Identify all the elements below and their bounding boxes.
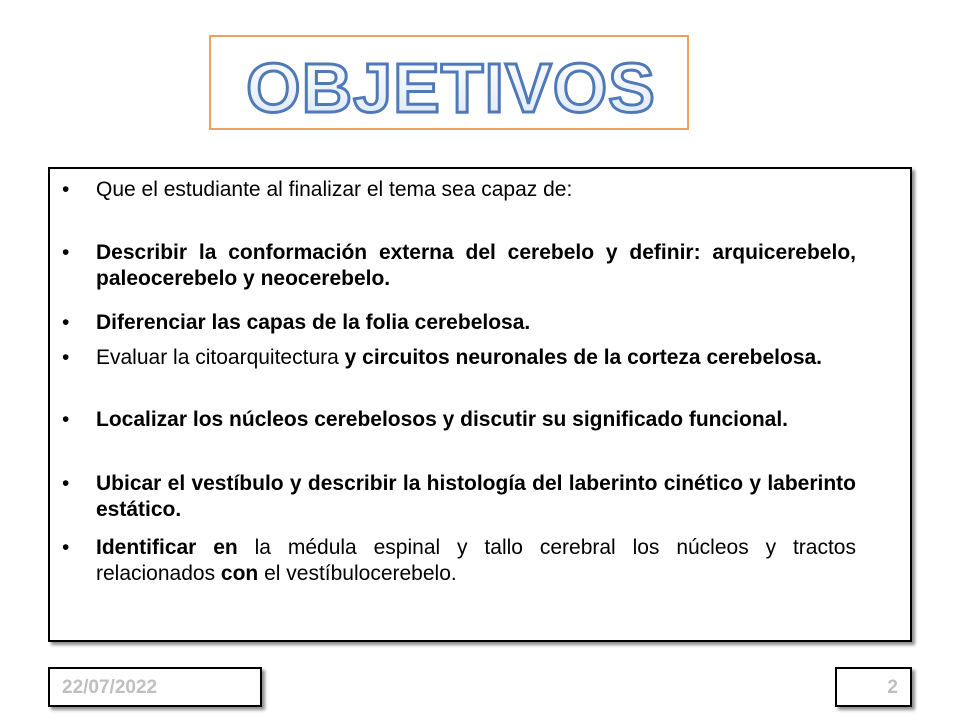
objective-text <box>96 240 856 292</box>
objective-text-part: Localizar los núcleos cerebelosos y discutir su significado funcional. <box>96 408 789 431</box>
objective-text-part: Identificar en <box>96 536 238 559</box>
objective-text-part: y circuitos neuronales de la corteza cerebelosa. <box>344 346 823 369</box>
objective-item <box>62 471 856 523</box>
objective-item <box>62 535 856 587</box>
slide-title: OBJETIVOS <box>246 49 656 127</box>
title-box <box>209 35 689 130</box>
bullet-icon: • <box>62 472 70 495</box>
objective-text <box>96 407 856 433</box>
objective-text-part: el vestíbulocerebelo. <box>258 562 457 585</box>
objective-item <box>62 310 856 336</box>
objective-item <box>62 407 856 433</box>
objective-text <box>96 310 856 336</box>
objective-text-part: la médula espinal y tallo cerebral los núcleos y tractos relacionados <box>96 536 856 585</box>
objective-text-part: con <box>220 562 259 585</box>
objective-text-part: Evaluar la citoarquitectura <box>96 346 345 369</box>
bullet-icon: • <box>62 311 70 334</box>
objective-text <box>96 345 856 371</box>
objective-item <box>62 177 856 203</box>
objective-text <box>96 471 856 523</box>
objective-text-part: Que el estudiante al finalizar el tema sea capaz de: <box>96 178 573 201</box>
objective-item <box>62 240 856 292</box>
footer-date: 22/07/2022 <box>48 667 262 707</box>
objective-text-part: Ubicar el vestíbulo y describir la histología del laberinto cinético y laberinto estático. <box>96 472 856 521</box>
bullet-icon: • <box>62 346 70 369</box>
title-wordart <box>211 37 687 128</box>
objective-text <box>96 177 856 203</box>
bullet-icon: • <box>62 241 70 264</box>
objectives-box <box>48 167 912 642</box>
objective-text <box>96 535 856 587</box>
objective-text-part: Diferenciar las capas de la folia cerebelosa. <box>96 311 531 334</box>
objective-item <box>62 345 856 371</box>
bullet-icon: • <box>62 536 70 559</box>
bullet-icon: • <box>62 408 70 431</box>
slide-number: 2 <box>835 667 912 707</box>
bullet-icon: • <box>62 178 70 201</box>
objective-text-part: Describir la conformación externa del cerebelo y definir: arquicerebelo, paleocerebelo y neocerebelo. <box>96 241 856 290</box>
